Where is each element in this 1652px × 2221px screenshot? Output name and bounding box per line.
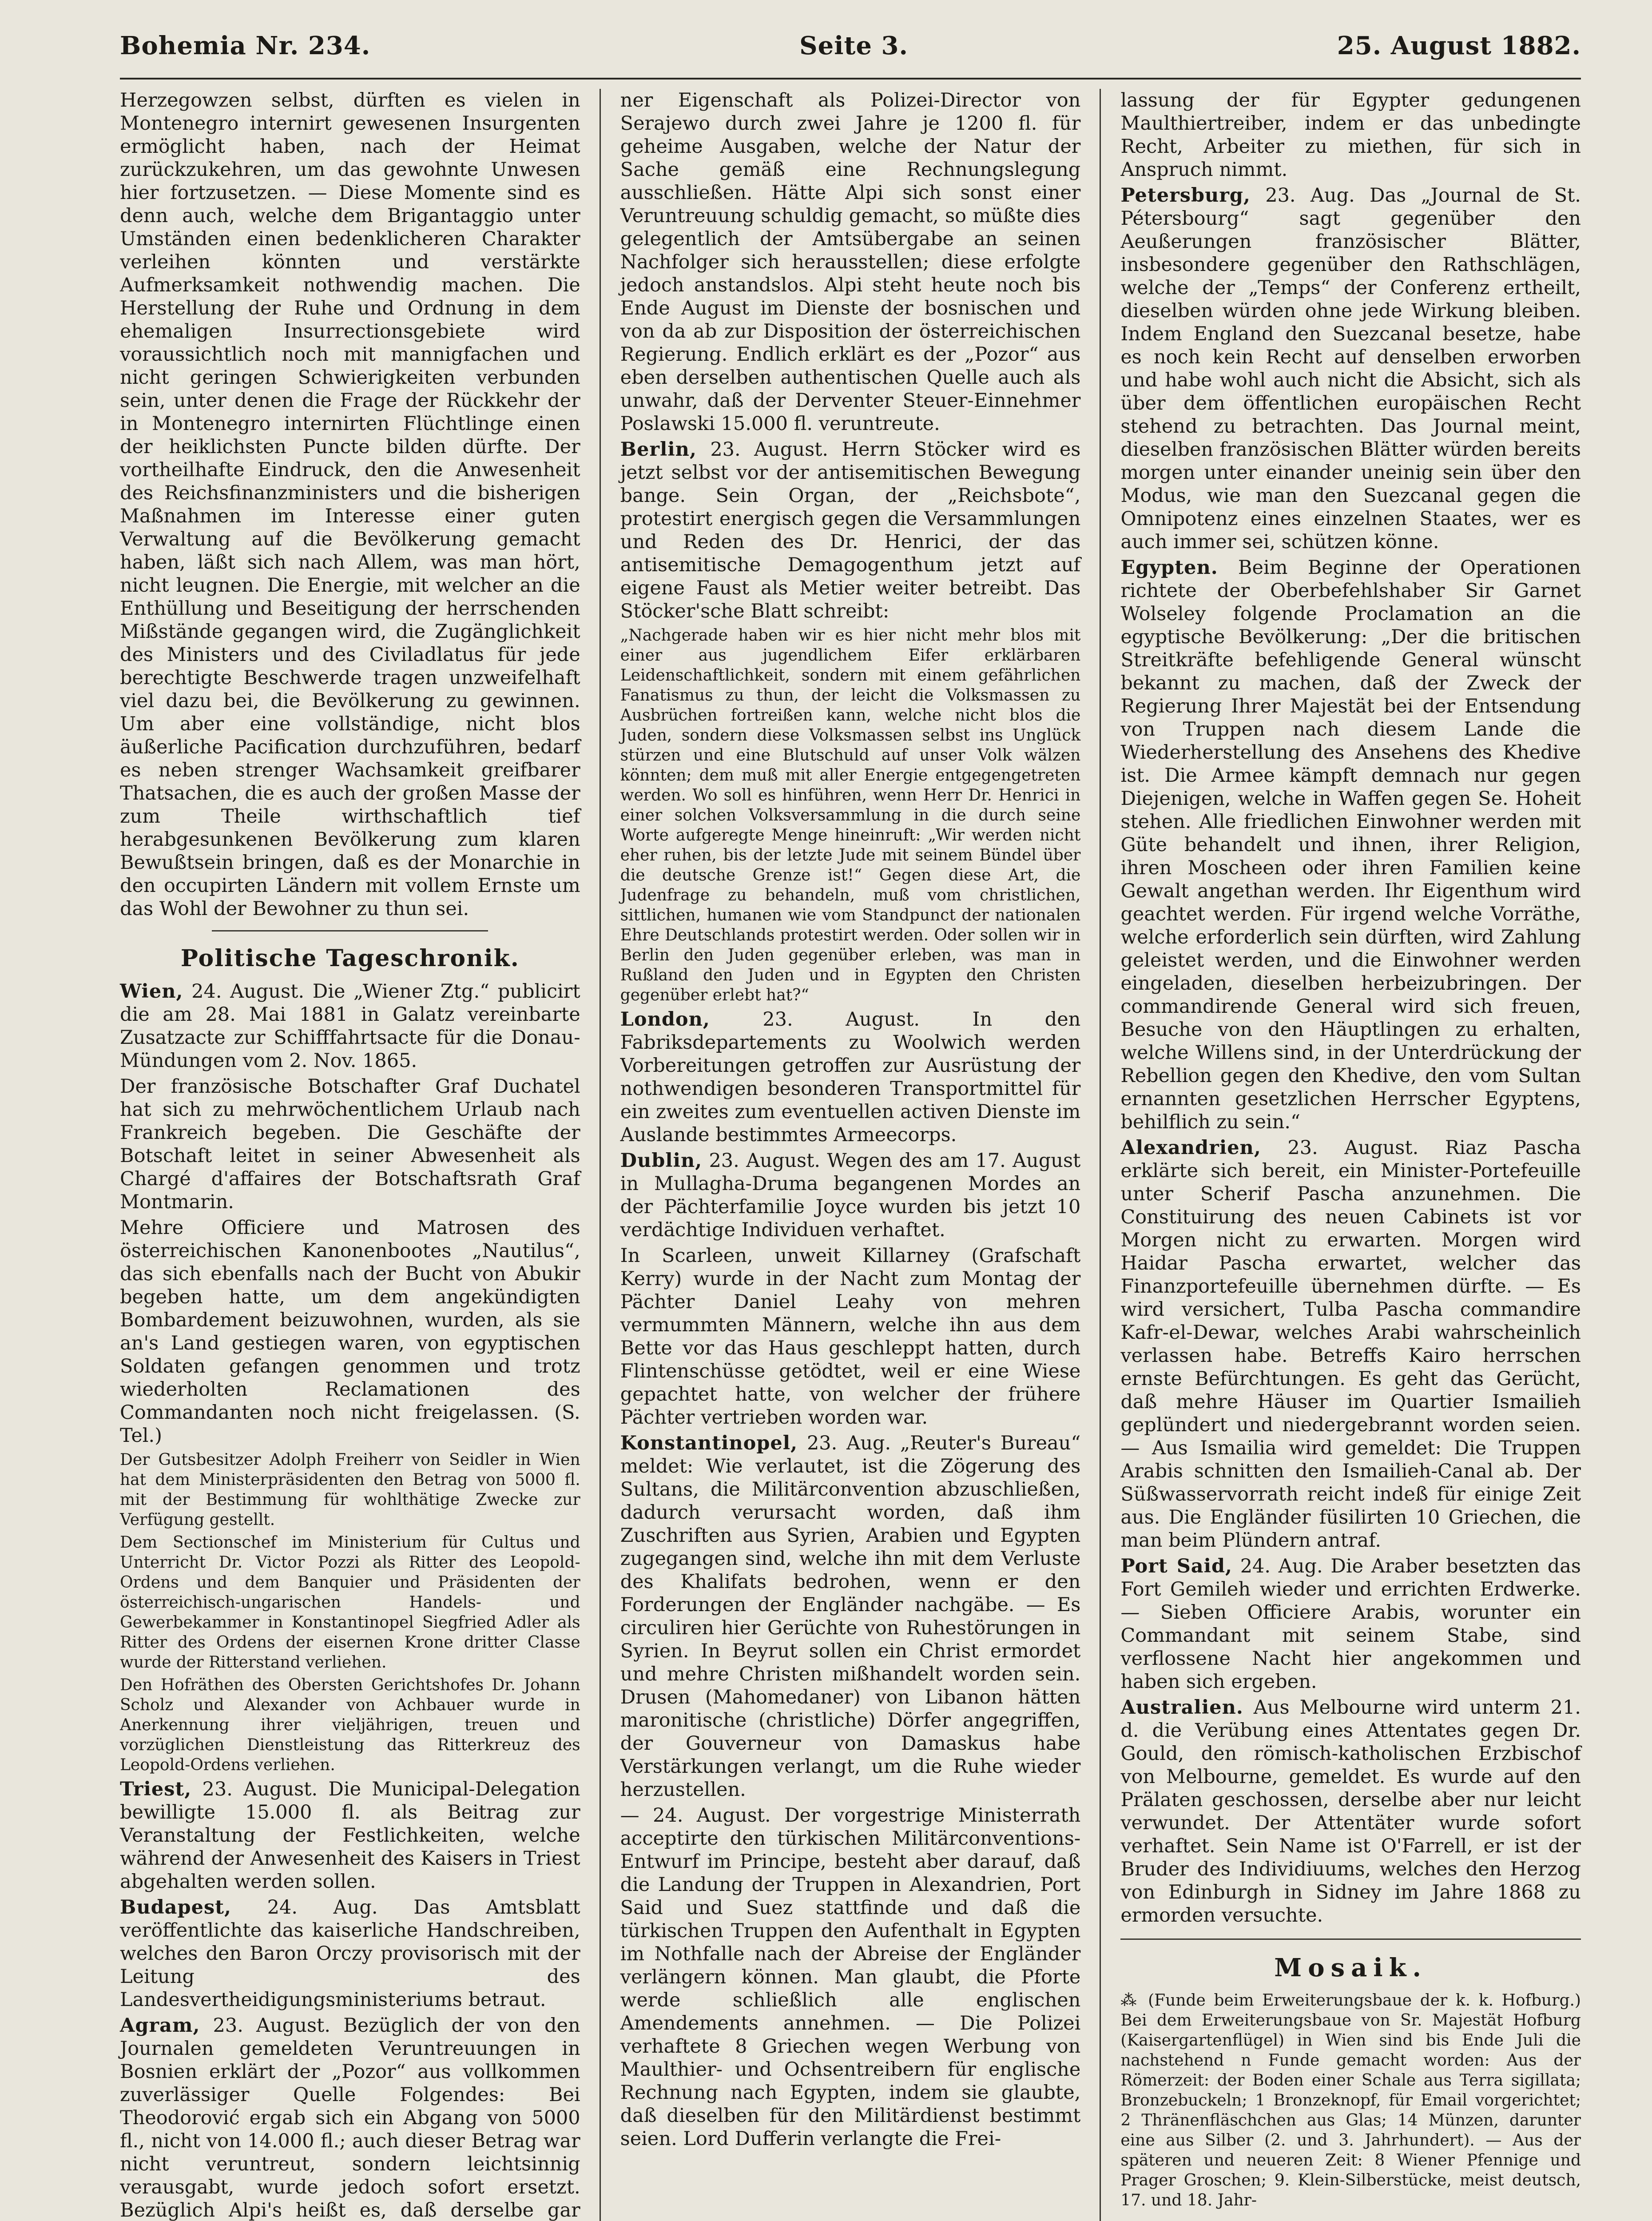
section-divider <box>1120 1938 1581 1940</box>
news-item-dublin <box>620 1149 1081 1242</box>
header-left: Bohemia Nr. 234. <box>120 31 371 60</box>
news-text: 23. August. Die Municipal-Delegation bewilligte 15.000 fl. als Beitrag zur Veranstaltung der Festlichkeiten, welche während der Anwesenheit des Kaisers in Triest abgehalten werden sollen. <box>120 1778 580 1893</box>
column-1 <box>120 89 580 2221</box>
news-text: Beim Beginne der Operationen richtete der Oberbefehlshaber Sir Garnet Wolseley folgende Proclamation an die egyptische Bevölkerung: „Der die britischen Streitkräfte befehligende General wünscht bekannt zu machen, daß der Zweck der Regierung Ihrer Majestät bei der Entsendung von Truppen nach diesem Lande die Wiederherstellung des Ansehens des Khedive ist. Die Armee kämpft demnach nur gegen Diejenigen, welche in Waffen gegen Se. Hoheit stehen. Alle friedlichen Einwohner werden mit Güte behandelt und ihnen, ihrer Religion, ihren Moscheen oder ihren Familien keine Gewalt angethan werden. Ihr Eigenthum wird geachtet werden. Für irgend welche Vorräthe, welche erforderlich sein dürften, wird Zahlung geleistet werden, und die Einwohner werden eingeladen, dieselben herbeizubringen. Der commandirende General wird sich freuen, Besuche von den Häuptlingen zu erhalten, welche Willens sind, in der Unterdrückung der Rebellion gegen den Khedive, den vom Sultan ernannten gesetzlichen Herrscher Egyptens, behilflich zu sein.“ <box>1120 557 1581 1133</box>
news-item-konstantinopel <box>620 1432 1081 1801</box>
news-item-wien <box>120 980 580 1072</box>
article-paragraph: In Scarleen, unweit Killarney (Grafschaft Kerry) wurde in der Nacht zum Montag der Pächter Daniel Leahy von mehren vermummten Männern, welche ihn aus dem Bette vor das Haus geschleppt hatten, durch Flintenschüsse getödtet, weil er eine Wiese gepachtet hatte, von welcher der frühere Pächter vertrieben worden war. <box>620 1245 1081 1429</box>
article-paragraph: lassung der für Egypter gedungenen Maulthiertreiber, indem er das unbedingte Recht, Arbeiter zu miethen, für sich in Anspruch nimmt. <box>1120 89 1581 181</box>
news-text: 23. August. In den Fabriksdepartements zu Woolwich werden Vorbereitungen getroffen zur Ausrüstung der nothwendigen besonderen Transportmittel für ein zweites zum eventuellen activen Dienste im Auslande bestimmtes Armeecorps. <box>620 1008 1081 1146</box>
section-title-politische-tageschronik: Politische Tageschronik. <box>180 945 520 972</box>
notice-paragraph: Dem Sectionschef im Ministerium für Cultus und Unterricht Dr. Victor Pozzi als Ritter des Leopold-Ordens und dem Banquier und Präsidenten der österreichisch-ungarischen Handels- und Gewerbekammer in Konstantinopel Siegfried Adler als Ritter des Ordens der eisernen Krone dritter Classe wurde der Ritterstand verliehen. <box>120 1533 580 1672</box>
dateline: Australien. <box>1120 1696 1243 1719</box>
article-paragraph: ner Eigenschaft als Polizei-Director von Serajewo durch zwei Jahre je 1200 fl. für geheime Ausgaben, welche der Natur der Sache gemäß eine Rechnungslegung ausschließen. Hätte Alpi sich sonst einer Veruntreuung schuldig gemacht, so müßte dies gelegentlich der Amtsübergabe an seinen Nachfolger sich herausstellen; diese erfolgte jedoch anstandslos. Alpi steht heute noch bis Ende August im Dienste der bosnischen und von da ab zur Disposition der österreichischen Regierung. Endlich erklärt es der „Pozor“ aus eben derselben authentischen Quelle auch als unwahr, daß der Derventer Steuer-Einnehmer Poslawski 15.000 fl. veruntreute. <box>620 89 1081 435</box>
mosaik-paragraph: ⁂ (Funde beim Erweiterungsbaue der k. k. Hofburg.) Bei dem Erweiterungsbaue von Sr. Majestät Hofburg (Kaisergartenflügel) in Wien sind bis Ende Juli die nachstehend n Funde gemacht worden: Aus der Römerzeit: der Boden einer Schale aus Terra sigillata; Bronzebuckeln; 1 Bronzeknopf, für Email vorgerichtet; 2 Thränenfläschchen aus Glas; 14 Münzen, darunter eine aus Silber (2. und 3. Jahrhundert). — Aus der späteren und neueren Zeit: 8 Wiener Pfennige und Prager Groschen; 9. Klein-Silberstücke, meist deutsch, 17. und 18. Jahr- <box>1120 1991 1581 2209</box>
article-paragraph: Herzegowzen selbst, dürften es vielen in Montenegro internirt gewesenen Insurgenten ermöglicht haben, nach der Heimat zurückzukehren, um das gewohnte Unwesen hier fortzusetzen. — Diese Momente sind es denn auch, welche dem Brigantaggio unter Umständen einen bedenklicheren Charakter verleihen könnten und verstärkte Aufmerksamkeit nothwendig machen. Die Herstellung der Ruhe und Ordnung in dem ehemaligen Insurrectionsgebiete wird voraussichtlich noch mit mannigfachen und nicht geringen Schwierigkeiten verbunden sein, unter denen die Frage der Rückkehr der in Montenegro internirten Flüchtlinge einen der heiklichsten Puncte bilden dürfte. Der vortheilhafte Eindruck, den die Anwesenheit des Reichsfinanzministers und die bisherigen Maßnahmen im Interesse einer guten Verwaltung auf die Bevölkerung gemacht haben, läßt sich nach Allem, was man hört, nicht leugnen. Die Energie, mit welcher an die Enthüllung und Beseitigung der herrschenden Mißstände gegangen wird, die Zugänglichkeit des Ministers und des Civiladlatus für jede berechtigte Beschwerde tragen unzweifelhaft viel dazu bei, die Bevölkerung zu gewinnen. Um aber eine vollständige, nicht blos äußerliche Pacification durchzuführen, bedarf es neben strenger Wachsamkeit greifbarer Thatsachen, die es auch der großen Masse der zum Theile wirthschaftlich tief herabgesunkenen Bevölkerung zum klaren Bewußtsein bringen, daß es der Monarchie in den occupirten Ländern mit vollem Ernste um das Wohl der Bewohner zu thun sei. <box>120 89 580 920</box>
notice-paragraph: Der Gutsbesitzer Adolph Freiherr von Seidler in Wien hat dem Ministerpräsidenten den Betrag von 5000 fl. mit der Bestimmung für wohlthätige Zwecke zur Verfügung gestellt. <box>120 1451 580 1529</box>
dateline: Agram, <box>120 2014 200 2037</box>
quote-paragraph: „Nachgerade haben wir es hier nicht mehr blos mit einer aus jugendlichem Eifer erklärbaren Leidenschaftlichkeit, sondern mit einem gefährlichen Fanatismus zu thun, der leicht die Volksmassen zu Ausbrüchen fortreißen kann, welche nicht blos die Juden, sondern diese Volksmassen selbst ins Unglück stürzen und eine Blutschuld auf unser Volk wälzen könnten; dem muß mit aller Energie entgegengetreten werden. Wo soll es hinführen, wenn Herr Dr. Henrici in einer solchen Volksversammlung in die durch seine Worte aufgeregte Menge hineinruft: „Wir werden nicht eher ruhen, bis der letzte Jude mit seinem Bündel über die deutsche Grenze ist!“ Gegen diese Art, die Judenfrage zu behandeln, muß vom christlichen, sittlichen, humanen wie vom Standpunct der nationalen Ehre Deutschlands protestirt werden. Oder sollen wir in Berlin den Juden gegenüber erleben, was man in Rußland den Juden und in Egypten den Christen gegenüber erlebt hat?“ <box>620 626 1081 1004</box>
header-rule <box>120 78 1581 80</box>
dateline: Dublin, <box>620 1150 703 1172</box>
dateline: Budapest, <box>120 1896 232 1918</box>
dateline: Alexandrien, <box>1120 1137 1261 1159</box>
column-3 <box>1120 89 1581 2221</box>
page-header <box>120 31 1581 68</box>
news-text: Aus Melbourne wird unterm 21. d. die Verübung eines Attentates gegen Dr. Gould, den römisch-katholischen Erzbischof von Melbourne, gemeldet. Es wurde auf den Prälaten geschossen, derselbe aber nur leicht verwundet. Der Attentäter wurde sofort verhaftet. Sein Name ist O'Farrell, er ist der Bruder des Individiuums, welches den Herzog von Edinburgh in Sidney im Jahre 1868 zu ermorden versuchte. <box>1120 1696 1581 1926</box>
news-text: 24. Aug. Das Amtsblatt veröffentlichte das kaiserliche Handschreiben, welches den Baron Orczy provisorisch mit der Leitung des Landesvertheidigungsministeriums betraut. <box>120 1896 580 2011</box>
news-item-berlin <box>620 438 1081 623</box>
article-paragraph: — 24. August. Der vorgestrige Ministerrath acceptirte den türkischen Militärconventions-Entwurf im Principe, besteht aber darauf, daß die Landung der Truppen in Alexandrien, Port Said und Suez stattfinde und daß die türkischen Truppen den Aufenthalt in Egypten im Nothfalle nach der Abreise der Engländer verlängern können. Man glaubt, die Pforte werde schließlich alle englischen Amendements annehmen. — Die Polizei verhaftete 8 Griechen wegen Werbung von Maulthier- und Ochsentreibern für englische Rechnung nach Egypten, indem sie glaubte, daß dieselben für den Militärdienst bestimmt seien. Lord Dufferin verlangte die Frei- <box>620 1804 1081 2150</box>
dateline: Berlin, <box>620 438 697 461</box>
section-title-mosaik: Mosaik. <box>1274 1953 1428 1982</box>
news-item-budapest <box>120 1896 580 2011</box>
columns <box>120 89 1581 2221</box>
news-text: 23. August. Wegen des am 17. August in Mullagha-Druma begangenen Mordes an der Pächterfamilie Joyce wurden bis jetzt 10 verdächtige Individuen verhaftet. <box>620 1150 1081 1241</box>
column-2 <box>620 89 1081 2221</box>
dateline: Konstantinopel, <box>620 1432 798 1454</box>
dateline: Egypten. <box>1120 557 1218 579</box>
news-item-australien <box>1120 1696 1581 1927</box>
news-text: 23. August. Riaz Pascha erklärte sich bereit, ein Minister-Portefeuille unter Scherif Pascha anzunehmen. Die Constituirung des neuen Cabinets ist vor Morgen nicht zu erwarten. Morgen wird Haidar Pascha erwartet, welcher das Finanzportefeuille übernehmen dürfte. — Es wird versichert, Tulba Pascha commandire Kafr-el-Dewar, welches Arabi wahrscheinlich verlassen habe. Betreffs Kairo herrschen ernste Befürchtungen. Es geht das Gerücht, daß mehre Häuser im Quartier Ismailieh geplündert und niedergebrannt worden seien. — Aus Ismailia wird gemeldet: Die Truppen Arabis schnitten den Ismailieh-Canal ab. Der Süßwasservorrath reicht indeß für einige Zeit aus. Die Engländer füsilirten 10 Griechen, die man beim Plündern antraf. <box>1120 1137 1581 1552</box>
news-text: 23. August. Herrn Stöcker wird es jetzt selbst vor der antisemitischen Bewegung bange. Sein Organ, der „Reichsbote“, protestirt energisch gegen die Versammlungen und Reden des Dr. Henrici, der das antisemitische Demagogenthum jetzt auf eigene Faust als Metier weiter betreibt. Das Stöcker'sche Blatt schreibt: <box>620 438 1081 622</box>
article-paragraph: Mehre Officiere und Matrosen des österreichischen Kanonenbootes „Nautilus“, das sich ebenfalls nach der Bucht von Abukir begeben hatte, um dem angekündigten Bombardement beizuwohnen, wurden, als sie an's Land gestiegen waren, von egyptischen Soldaten gefangen genommen und trotz wiederholten Reclamationen des Commandanten noch nicht freigelassen. (S. Tel.) <box>120 1217 580 1447</box>
header-right: 25. August 1882. <box>1337 31 1581 60</box>
dateline: Wien, <box>120 980 183 1003</box>
article-paragraph: Der französische Botschafter Graf Duchatel hat sich zu mehrwöchentlichem Urlaub nach Frankreich begeben. Die Geschäfte der Botschaft leitet in seiner Abwesenheit als Chargé d'affaires der Botschaftsrath Graf Montmarin. <box>120 1075 580 1213</box>
news-item-agram <box>120 2014 580 2221</box>
news-item-port-said <box>1120 1555 1581 1693</box>
news-text: 23. Aug. Das „Journal de St. Pétersbourg“ sagt gegenüber den Aeußerungen französischer Blätter, insbesondere gegenüber den Rathschlägen, welche der „Temps“ der Conferenz ertheilt, dieselben würden ohne jede Wirkung bleiben. Indem England den Suezcanal besetze, habe es noch kein Recht auf denselben erworben und habe wohl auch nicht die Absicht, sich als über dem öffentlichen europäischen Recht stehend zu betrachten. Das Journal meint, dieselben französischen Blätter würden bereits morgen unter einander uneinig sein über den Modus, wie man den Suezcanal gegen die Omnipotenz eines einzelnen Staates, wer es auch immer sei, schützen könne. <box>1120 184 1581 553</box>
news-text: 23. August. Bezüglich der von den Journalen gemeldeten Veruntreuungen in Bosnien erklärt der „Pozor“ aus vollkommen zuverlässiger Quelle Folgendes: Bei Theodorović ergab sich ein Abgang von 5000 fl., nicht von 14.000 fl.; auch dieser Betrag war nicht veruntreut, sondern leichtsinnig verausgabt, wurde jedoch sofort ersetzt. Bezüglich Alpi's heißt es, daß derselbe gar <box>120 2014 580 2221</box>
news-item-london <box>620 1008 1081 1146</box>
news-text: 23. Aug. „Reuter's Bureau“ meldet: Wie verlautet, ist die Zögerung des Sultans, die Militärconvention abzuschließen, dadurch verursacht worden, daß ihm Zuschriften aus Syrien, Arabien und Egypten zugegangen sind, welche ihn mit dem Verluste des Khalifats bedrohen, wenn er den Forderungen der Engländer nachgäbe. — Es circuliren hier Gerüchte von Ruhestörungen in Syrien. In Beyrut sollen ein Christ ermordet und mehre Christen mißhandelt worden sein. Drusen (Mahomedaner) von Libanon hätten maronitische (christliche) Dörfer angegriffen, der Gouverneur von Damaskus habe Verstärkungen verlangt, um die Ruhe wieder herzustellen. <box>620 1432 1081 1801</box>
header-center: Seite 3. <box>799 31 908 60</box>
news-item-petersburg <box>1120 184 1581 553</box>
news-text: 24. August. Die „Wiener Ztg.“ publicirt die am 28. Mai 1881 in Galatz vereinbarte Zusatzacte zur Schifffahrtsacte für die Donau-Mündungen vom 2. Nov. 1865. <box>120 980 580 1072</box>
dateline: Triest, <box>120 1778 192 1800</box>
notice-paragraph: Den Hofräthen des Obersten Gerichtshofes Dr. Johann Scholz und Alexander von Achbauer wurde in Anerkennung ihrer vieljährigen, treuen und vorzüglichen Dienstleistung das Ritterkreuz des Leopold-Ordens verliehen. <box>120 1676 580 1774</box>
section-divider <box>212 930 488 931</box>
news-text: 24. Aug. Die Araber besetzten das Fort Gemileh wieder und errichten Erdwerke. — Sieben Officiere Arabis, worunter ein Commandant mit seinem Stabe, sind verflossene Nacht hier angekommen und haben sich ergeben. <box>1120 1555 1581 1693</box>
news-item-egypten <box>1120 556 1581 1134</box>
news-item-alexandrien <box>1120 1136 1581 1552</box>
dateline: Port Said, <box>1120 1555 1232 1577</box>
news-item-triest <box>120 1778 580 1893</box>
dateline: Petersburg, <box>1120 184 1251 207</box>
dateline: London, <box>620 1008 710 1031</box>
